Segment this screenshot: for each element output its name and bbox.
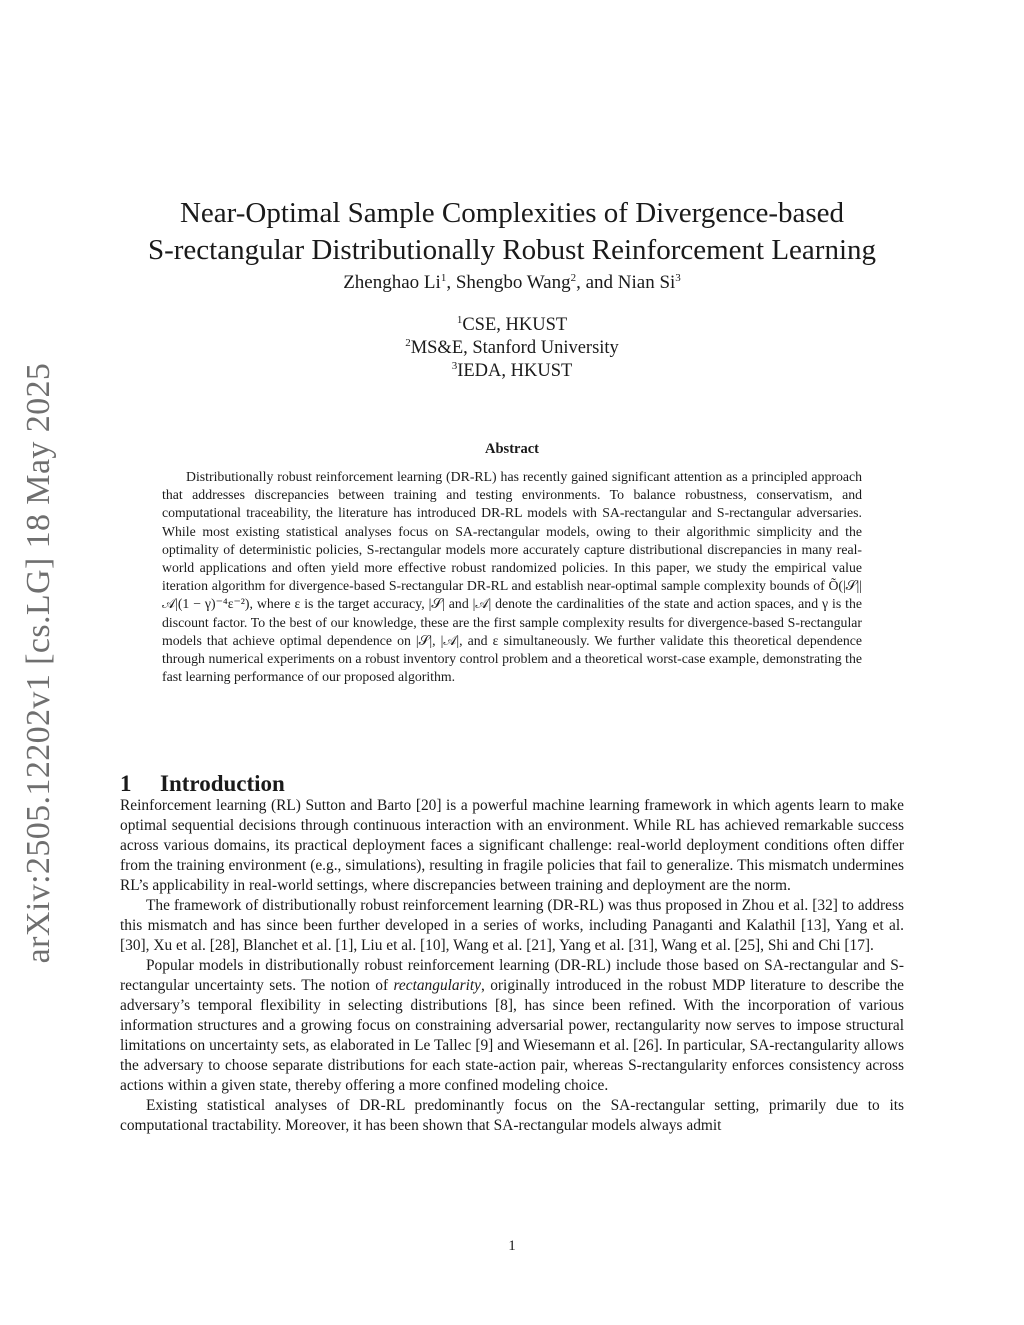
section-title: Introduction [160, 771, 285, 797]
emphasized-term: rectangularity [393, 977, 481, 994]
paragraph-text: Popular models in distributionally robust reinforcement learning (DR-RL) include those based on SA-rectangular and S-rectangular uncertainty sets. The notion of [120, 957, 904, 994]
paragraph [120, 956, 904, 1096]
author-list [110, 272, 914, 294]
affiliation-name: IEDA, HKUST [457, 361, 573, 381]
affiliation-mark: 2 [405, 337, 411, 349]
title-line-1: Near-Optimal Sample Complexities of Divergence-based [179, 197, 845, 230]
abstract-heading: Abstract [485, 441, 539, 457]
author-affiliation-mark: 2 [570, 272, 577, 284]
section-number: 1 [120, 771, 132, 797]
affiliation-mark: 1 [456, 314, 463, 326]
arxiv-identifier-stamp [8, 362, 70, 964]
paragraph: Reinforcement learning (RL) Sutton and Barto [20] is a powerful machine learning framework in which agents learn to make optimal sequential decisions through continuous interaction with an environment. While RL has achieved remarkable success across various domains, its practical deployment faces a significant challenge: real-world deployment conditions often differ from the training environment (e.g., simulations), resulting in fragile policies that fail to generalize. This mismatch undermines RL’s applicability in real-world settings, where discrepancies between training and deployment are the norm. [120, 797, 904, 894]
author-name: Nian Si [617, 272, 676, 293]
author-separator: , and [576, 272, 618, 293]
paragraph: The framework of distributionally robust reinforcement learning (DR-RL) was thus proposed in Zhou et al. [32] to address this mismatch and has since been further developed in a series of works, including Panaganti and Kalathil [13], Yang et al. [30], Xu et al. [28], Blanchet et al. [1], Liu et al. [10], Wang et al. [21], Yang et al. [31], Wang et al. [25], Shi and Chi [17]. [120, 897, 904, 954]
affiliation-name: CSE, HKUST [462, 315, 568, 335]
page-number: 1 [508, 1238, 516, 1254]
introduction-body [120, 796, 904, 1136]
paragraph-text: , originally introduced in the robust MDP literature to describe the adversary’s temporal flexibility in selecting distributions [8], has since been refined. With the incorporation of various information structures and a growing focus on constraining adversarial power, rectangularity now serves to impose structural limitations on uncertainty sets, as elaborated in Le Tallec [9] and Wiesemann et al. [26]. In particular, SA-rectangularity allows the adversary to choose separate distributions for each state-action pair, whereas S-rectangularity enforces consistency across actions within a given state, thereby offering a more confined modeling choice. [120, 977, 904, 1094]
author-name: Shengbo Wang [455, 272, 571, 293]
section-heading-introduction [120, 771, 620, 797]
paragraph: Existing statistical analyses of DR-RL predominantly focus on the SA-rectangular setting, primarily due to its computational tractability. Moreover, it has been shown that SA-rectangular models always admit [120, 1097, 904, 1134]
affiliation-list [110, 314, 914, 383]
affiliation-name: MS&E, Stanford University [410, 338, 619, 358]
affiliation-mark: 3 [451, 360, 458, 372]
author-affiliation-mark: 3 [675, 272, 681, 284]
author-separator: , [446, 272, 456, 293]
title-line-2: S-rectangular Distributionally Robust Reinforcement Learning [147, 234, 877, 267]
abstract-text-part: Distributionally robust reinforcement learning (DR-RL) has recently gained significant attention as a principled approach that addresses discrepancies between training and testing environments. To balance robustness, conservatism, and computational traceability, the literature has introduced DR-RL models with SA-rectangular and S-rectangular adversaries. While most existing statistical analyses focus on SA-rectangular models, owing to their algorithmic simplicity and the optimality of deterministic policies, S-rectangular models more accurately capture distributional discrepancies in many real-world applications and often yield more effective robust randomized policies. In this paper, we study the empirical value iteration algorithm for divergence-based S-rectangular DR-RL and establish near-optimal sample complexity bounds of [162, 469, 862, 594]
paper-title [110, 195, 914, 269]
author-affiliation-mark: 1 [440, 272, 447, 284]
abstract-text [162, 468, 862, 686]
affiliation [110, 337, 914, 360]
sample-complexity-bound: Õ(|𝒮||𝒜|(1 − γ)⁻⁴ε⁻²) [162, 578, 862, 612]
arxiv-stamp-text: arXiv:2505.12202v1 [cs.LG] 18 May 2025 [20, 362, 57, 964]
abstract-text-part: , where ε is the target accuracy, |𝒮| and |𝒜| denote the cardinalities of the state and action spaces, and γ is the discount factor. To the best of our knowledge, these are the first sample complexity results for divergence-based S-rectangular models that achieve optimal dependence on |𝒮|, |𝒜|, and ε simultaneously. We further validate this theoretical dependence through numerical experiments on a robust inventory control problem and a theoretical worst-case example, demonstrating the fast learning performance of our proposed algorithm. [162, 596, 862, 685]
affiliation [110, 360, 914, 383]
author-name: Zhenghao Li [343, 272, 441, 293]
affiliation [110, 314, 914, 337]
